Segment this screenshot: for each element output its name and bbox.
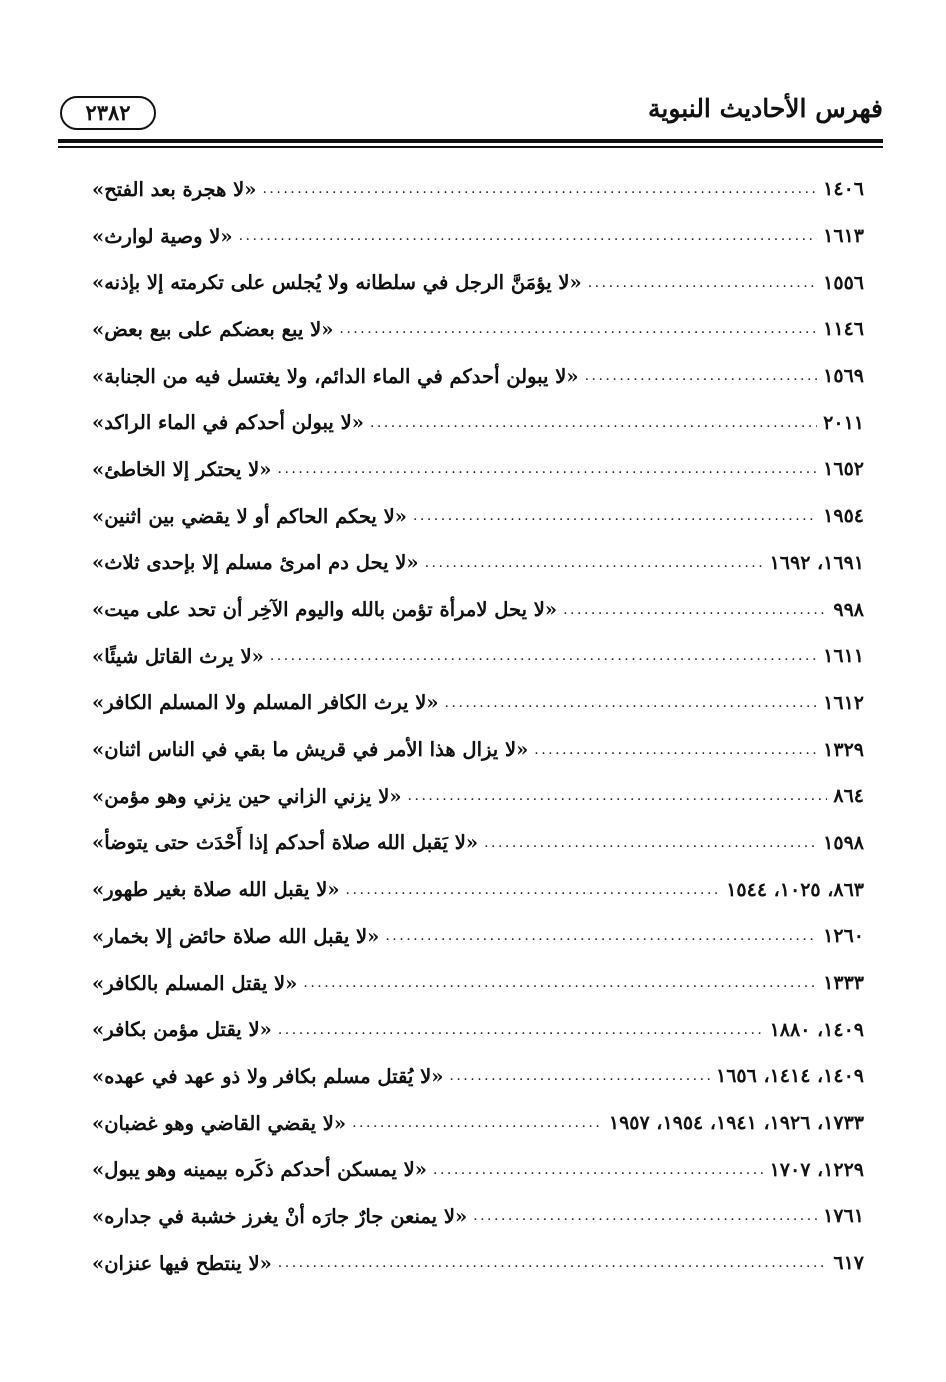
page-refs: ١٤٠٩، ١٤١٤، ١٦٥٦ — [716, 1065, 864, 1088]
page-refs: ١٧٦١ — [823, 1205, 864, 1228]
index-entry — [92, 493, 864, 540]
dot-leader — [352, 1115, 603, 1131]
dot-leader — [445, 695, 818, 711]
hadith-text: «لا يزال هذا الأمر في قريش ما بقي في الناس اثنان» — [92, 738, 529, 762]
index-entry — [92, 1006, 864, 1053]
hadith-text: «لا يحل لامرأة تؤمن بالله واليوم الآخِر أن تحد على ميت» — [92, 598, 558, 622]
page-refs: ١٥٩٨ — [823, 831, 864, 854]
hadith-text: «لا يقضي القاضي وهو غضبان» — [92, 1111, 347, 1135]
page-refs: ١٤٠٩، ١٨٨٠ — [769, 1018, 864, 1041]
index-entry — [92, 913, 864, 960]
hadith-text: «لا يبولن أحدكم في الماء الدائم، ولا يغتسل فيه من الجنابة» — [92, 364, 579, 388]
page-refs: ١٣٣٣ — [823, 972, 864, 995]
page-refs: ٩٩٨ — [833, 598, 864, 621]
index-entry — [92, 820, 864, 867]
index-entry — [92, 633, 864, 680]
index-entry — [92, 1053, 864, 1100]
index-entry — [92, 166, 864, 213]
dot-leader — [449, 1068, 710, 1084]
hadith-text: «لا وصية لوارث» — [92, 224, 233, 248]
index-entry — [92, 399, 864, 446]
hadith-text: «لا ينتطح فيها عنزان» — [92, 1251, 272, 1275]
page-refs: ١٣٢٩ — [823, 738, 864, 761]
page-refs: ١٦٩١، ١٦٩٢ — [769, 551, 864, 574]
page-refs: ١٥٦٩ — [823, 365, 864, 388]
index-entry — [92, 259, 864, 306]
hadith-text: «لا يبع بعضكم على بيع بعض» — [92, 317, 334, 341]
hadith-text: «لا هجرة بعد الفتح» — [92, 177, 257, 201]
index-entry — [92, 1146, 864, 1193]
hadith-text: «لا يقبل الله صلاة بغير طهور» — [92, 878, 340, 902]
hadith-text: «لا يبولن أحدكم في الماء الراكد» — [92, 411, 364, 435]
index-entry — [92, 306, 864, 353]
dot-leader — [473, 1208, 817, 1224]
index-entry — [92, 1100, 864, 1147]
index-entry — [92, 866, 864, 913]
hadith-text: «لا يقتل مؤمن بكافر» — [92, 1018, 272, 1042]
page-refs: ١٦١١ — [823, 645, 864, 668]
page-refs: ١٦١٣ — [823, 225, 864, 248]
page-refs: ٨٦٣، ١٠٢٥، ١٥٤٤ — [726, 878, 864, 901]
page-refs: ١١٤٦ — [823, 318, 864, 341]
index-entry — [92, 1240, 864, 1287]
page-number-badge: ٢٣٨٢ — [60, 96, 156, 130]
hadith-index-list — [92, 166, 864, 1287]
dot-leader — [413, 508, 817, 524]
index-entry — [92, 586, 864, 633]
page-refs: ١٤٠٦ — [823, 178, 864, 201]
page-refs: ١٦١٢ — [823, 691, 864, 714]
hadith-text: «لا يُقتل مسلم بكافر ولا ذو عهد في عهده» — [92, 1064, 444, 1088]
dot-leader — [346, 882, 721, 898]
header-rule-thick — [58, 139, 883, 143]
index-entry — [92, 680, 864, 727]
hadith-text: «لا يؤمَنَّ الرجل في سلطانه ولا يُجلس على تكرمته إلا بإذنه» — [92, 271, 582, 295]
dot-leader — [563, 602, 827, 618]
page-refs: ١٥٥٦ — [823, 271, 864, 294]
hadith-text: «لا يمسكن أحدكم ذكَره بيمينه وهو يبول» — [92, 1158, 427, 1182]
dot-leader — [262, 181, 817, 197]
dot-leader — [370, 415, 817, 431]
dot-leader — [534, 742, 817, 758]
index-entry — [92, 353, 864, 400]
hadith-text: «لا يرث الكافر المسلم ولا المسلم الكافر» — [92, 691, 439, 715]
hadith-text: «لا يقتل المسلم بالكافر» — [92, 971, 298, 995]
index-entry — [92, 726, 864, 773]
hadith-text: «لا يمنعن جارٌ جارَه أنْ يغرز خشبة في جداره» — [92, 1204, 468, 1228]
index-entry — [92, 213, 864, 260]
dot-leader — [433, 1162, 764, 1178]
page-refs: ١٩٥٤ — [823, 505, 864, 528]
dot-leader — [385, 928, 817, 944]
dot-leader — [425, 555, 764, 571]
page-refs: ٢٠١١ — [823, 411, 864, 434]
dot-leader — [303, 975, 817, 991]
dot-leader — [278, 1022, 764, 1038]
page-header — [58, 92, 883, 138]
index-entry — [92, 1193, 864, 1240]
dot-leader — [239, 228, 818, 244]
index-entry — [92, 446, 864, 493]
dot-leader — [339, 321, 817, 337]
index-entry — [92, 540, 864, 587]
dot-leader — [270, 648, 817, 664]
page-refs: ١٢٦٠ — [823, 925, 864, 948]
page-refs: ١٢٢٩، ١٧٠٧ — [769, 1158, 864, 1181]
page-refs: ١٧٣٣، ١٩٢٦، ١٩٤١، ١٩٥٤، ١٩٥٧ — [608, 1112, 864, 1135]
header-rule-thin — [58, 146, 883, 148]
dot-leader — [588, 275, 817, 291]
hadith-text: «لا يحل دم امرئ مسلم إلا بإحدى ثلاث» — [92, 551, 419, 575]
hadith-text: «لا يَقبل الله صلاة أحدكم إذا أَحْدَث حتى يتوضأ» — [92, 831, 479, 855]
index-entry — [92, 960, 864, 1007]
hadith-text: «لا يحتكر إلا الخاطئ» — [92, 457, 272, 481]
hadith-text: «لا يقبل الله صلاة حائض إلا بخمار» — [92, 924, 380, 948]
dot-leader — [278, 1255, 828, 1271]
dot-leader — [484, 835, 817, 851]
page-refs: ٨٦٤ — [833, 785, 864, 808]
page-refs: ١٦٥٢ — [823, 458, 864, 481]
page-title: فهرس الأحاديث النبوية — [647, 94, 883, 123]
hadith-text: «لا يزني الزاني حين يزني وهو مؤمن» — [92, 784, 402, 808]
hadith-text: «لا يرث القاتل شيئًا» — [92, 644, 264, 668]
hadith-text: «لا يحكم الحاكم أو لا يقضي بين اثنين» — [92, 504, 407, 528]
dot-leader — [408, 788, 828, 804]
index-entry — [92, 773, 864, 820]
page-refs: ٦١٧ — [833, 1252, 864, 1275]
dot-leader — [278, 461, 818, 477]
dot-leader — [585, 368, 818, 384]
